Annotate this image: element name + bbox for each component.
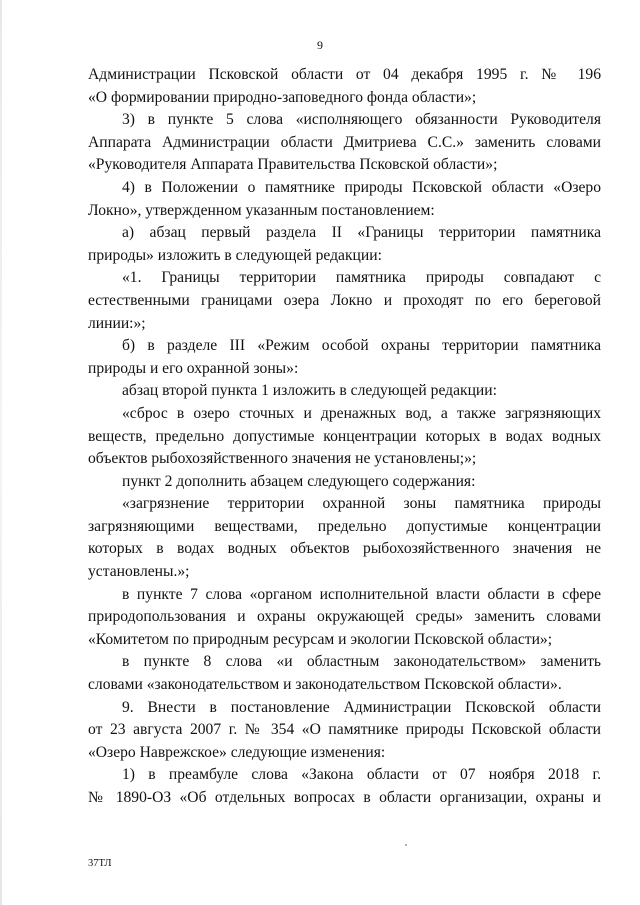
scan-edge-shadow bbox=[0, 0, 2, 905]
text-line: б) в разделе III «Режим особой охраны территории памятника bbox=[122, 337, 601, 355]
text-line: от 23 августа 2007 г. № 354 «О памятнике природы Псковской области bbox=[88, 721, 601, 739]
scan-artifact-dot bbox=[405, 844, 407, 846]
text-line: «Руководителя Аппарата Правительства Псковской области»; bbox=[88, 156, 498, 174]
text-line: в пункте 8 слова «и областным законодательством» заменить bbox=[122, 653, 601, 671]
text-line: Локно», утвержденном указанным постановлением: bbox=[88, 201, 435, 219]
text-line: абзац второй пункта 1 изложить в следующей редакции: bbox=[122, 382, 497, 400]
text-line: 4) в Положении о памятнике природы Псковской области «Озеро bbox=[122, 178, 601, 196]
text-line: «загрязнение территории охранной зоны памятника природы bbox=[122, 495, 601, 513]
text-line: 1) в преамбуле слова «Закона области от 07 ноября 2018 г. bbox=[122, 766, 601, 784]
text-line: «сброс в озеро сточных и дренажных вод, а также загрязняющих bbox=[122, 404, 601, 422]
text-line: Аппарата Администрации области Дмитриева С.С.» заменить словами bbox=[88, 133, 601, 151]
text-line: Администрации Псковской области от 04 декабря 1995 г. № 196 bbox=[88, 66, 601, 83]
text-line: «1. Границы территории памятника природы совпадают с bbox=[122, 269, 601, 287]
text-line: веществ, предельно допустимые концентрации которых в водах водных bbox=[88, 427, 601, 445]
text-line: в пункте 7 слова «органом исполнительной власти области в сфере bbox=[122, 585, 601, 603]
document-code: 37ТЛ bbox=[88, 858, 112, 869]
text-line: словами «законодательством и законодательством Псковской области». bbox=[88, 676, 562, 694]
text-line: объектов рыбохозяйственного значения не установлены;»; bbox=[88, 450, 477, 468]
text-line: природы» изложить в следующей редакции: bbox=[88, 246, 382, 264]
document-body bbox=[88, 64, 601, 810]
text-line: установлены.»; bbox=[88, 563, 190, 581]
text-line: загрязняющими веществами, предельно допустимые концентрации bbox=[88, 517, 601, 535]
text-line: пункт 2 дополнить абзацем следующего содержания: bbox=[122, 472, 476, 490]
text-line: которых в водах водных объектов рыбохозяйственного значения не bbox=[88, 540, 601, 558]
text-line: № 1890-ОЗ «Об отдельных вопросах в области организации, охраны и bbox=[88, 789, 601, 806]
text-line: а) абзац первый раздела II «Границы территории памятника bbox=[122, 224, 601, 242]
text-line: «О формировании природно-заповедного фонда области»; bbox=[88, 88, 477, 106]
text-line: 9. Внести в постановление Администрации Псковской области bbox=[122, 698, 601, 716]
text-line: «Комитетом по природным ресурсам и экологии Псковской области»; bbox=[88, 630, 553, 648]
text-line: естественными границами озера Локно и проходят по его береговой bbox=[88, 291, 601, 309]
page-number: 9 bbox=[317, 38, 323, 52]
text-line: «Озеро Наврежское» следующие изменения: bbox=[88, 743, 386, 761]
text-line: природопользования и охраны окружающей среды» заменить словами bbox=[88, 608, 601, 626]
text-line: природы и его охранной зоны»: bbox=[88, 359, 299, 377]
text-line: 3) в пункте 5 слова «исполняющего обязанности Руководителя bbox=[122, 111, 601, 129]
text-line: линии:»; bbox=[88, 314, 146, 332]
